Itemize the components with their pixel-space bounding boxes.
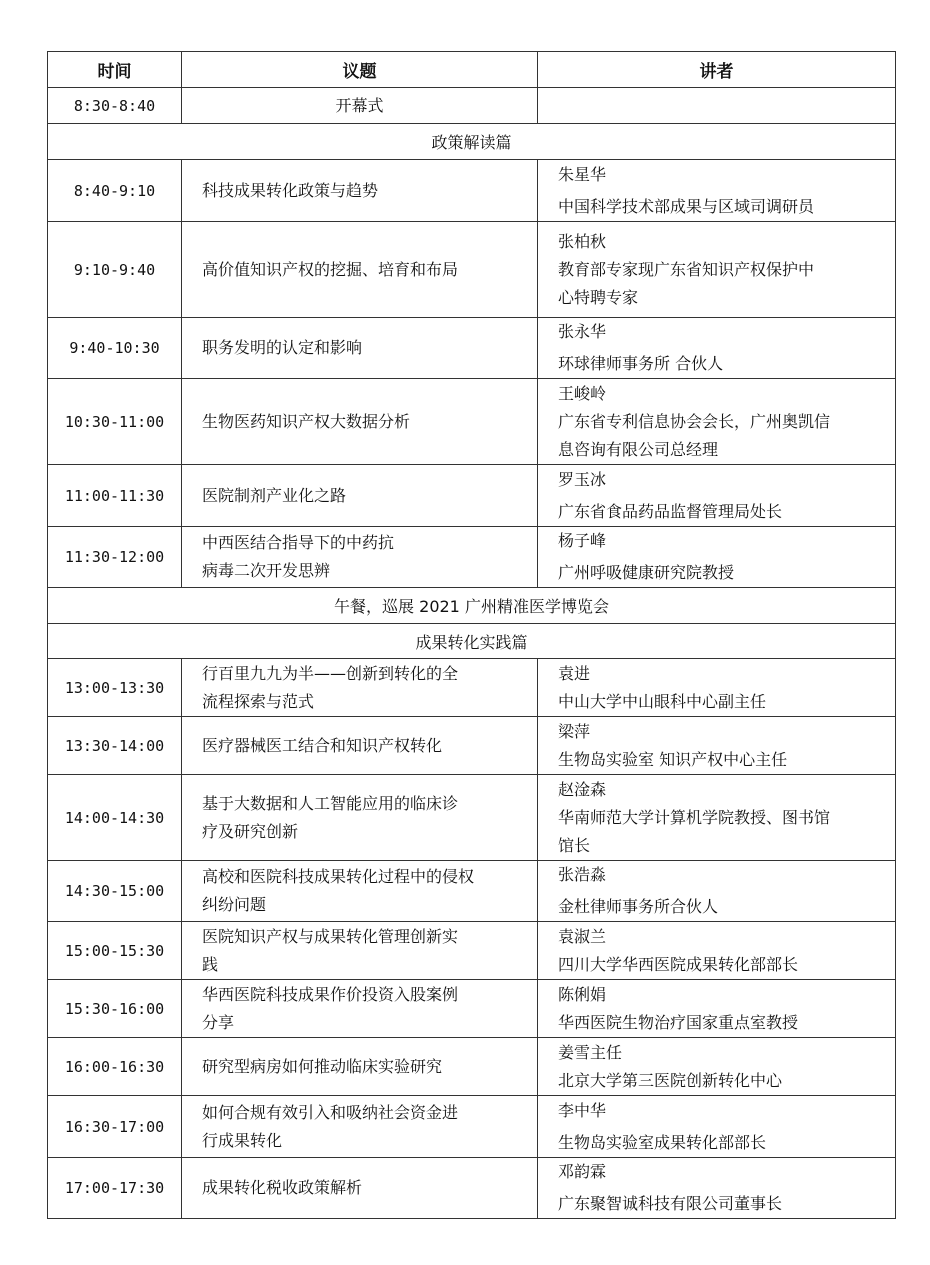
speaker-name: 袁进 — [558, 663, 591, 683]
topic-cell — [182, 465, 538, 527]
section-title: 成果转化实践篇 — [48, 624, 896, 659]
time-cell: 10:30-11:00 — [48, 379, 182, 465]
topic-line: 疗及研究创新 — [202, 821, 299, 841]
speaker-title: 广东省专利信息协会会长，广州奥凯信 — [558, 411, 831, 431]
speaker-cell — [538, 1158, 896, 1219]
topic-line: 成果转化税收政策解析 — [202, 1178, 363, 1197]
topic-cell — [182, 527, 538, 588]
speaker-title: 生物岛实验室 知识产权中心主任 — [558, 749, 788, 769]
topic-line: 病毒二次开发思辨 — [202, 561, 331, 580]
header-speaker: 讲者 — [538, 52, 896, 88]
speaker-cell — [538, 659, 896, 717]
topic-line: 医疗器械医工结合和知识产权转化 — [202, 735, 443, 755]
section-row — [48, 624, 896, 659]
topic-line: 医院知识产权与成果转化管理创新实 — [202, 926, 459, 946]
speaker-name: 杨子峰 — [558, 531, 607, 550]
topic-cell — [182, 659, 538, 717]
table-row — [48, 318, 896, 379]
topic-line: 高价值知识产权的挖掘、培育和布局 — [202, 259, 459, 279]
table-row — [48, 861, 896, 922]
speaker-name: 朱星华 — [558, 164, 607, 184]
speaker-title: 馆长 — [558, 835, 591, 855]
speaker-name: 袁淑兰 — [558, 926, 607, 946]
topic-line: 研究型病房如何推动临床实验研究 — [202, 1056, 443, 1076]
speaker-cell — [538, 318, 896, 379]
speaker-name: 梁萍 — [558, 721, 591, 741]
table-row — [48, 1096, 896, 1158]
speaker-name: 邓韵霖 — [558, 1162, 607, 1181]
speaker-name: 李中华 — [558, 1100, 607, 1120]
speaker-cell — [538, 222, 896, 318]
topic-line: 行成果转化 — [202, 1130, 283, 1150]
topic-line: 科技成果转化政策与趋势 — [202, 180, 379, 200]
topic-line: 开幕式 — [335, 95, 384, 115]
time-cell: 13:30-14:00 — [48, 717, 182, 775]
topic-line: 分享 — [202, 1012, 235, 1032]
speaker-name: 赵淦森 — [558, 779, 607, 799]
speaker-cell — [538, 1096, 896, 1158]
topic-cell — [182, 160, 538, 222]
speaker-name: 张浩淼 — [558, 865, 607, 884]
table-row — [48, 1038, 896, 1096]
speaker-title: 环球律师事务所 合伙人 — [558, 354, 724, 373]
topic-cell — [182, 861, 538, 922]
speaker-cell — [538, 861, 896, 922]
topic-cell — [182, 717, 538, 775]
speaker-name: 张柏秋 — [558, 231, 607, 251]
speaker-cell — [538, 922, 896, 980]
speaker-cell — [538, 1038, 896, 1096]
topic-cell — [182, 222, 538, 318]
section-row — [48, 588, 896, 624]
speaker-title: 息咨询有限公司总经理 — [558, 439, 719, 459]
topic-cell — [182, 980, 538, 1038]
speaker-title: 生物岛实验室成果转化部部长 — [558, 1132, 767, 1152]
topic-line: 纠纷问题 — [202, 895, 267, 914]
table-row — [48, 717, 896, 775]
topic-line: 高校和医院科技成果转化过程中的侵权 — [202, 867, 475, 886]
topic-cell — [182, 1038, 538, 1096]
topic-line: 中西医结合指导下的中药抗 — [202, 533, 395, 552]
time-cell: 15:30-16:00 — [48, 980, 182, 1038]
table-row — [48, 88, 896, 124]
speaker-name: 罗玉冰 — [558, 469, 607, 489]
section-title: 午餐，巡展 2021 广州精准医学博览会 — [48, 588, 896, 624]
speaker-title: 中山大学中山眼科中心副主任 — [558, 691, 767, 711]
speaker-cell — [538, 527, 896, 588]
table-row — [48, 527, 896, 588]
speaker-title: 北京大学第三医院创新转化中心 — [558, 1070, 783, 1090]
topic-cell — [182, 318, 538, 379]
topic-line: 华西医院科技成果作价投资入股案例 — [202, 984, 459, 1004]
speaker-cell — [538, 465, 896, 527]
speaker-name: 王峻岭 — [558, 383, 607, 403]
topic-line: 行百里九九为半——创新到转化的全 — [202, 663, 459, 683]
speaker-cell — [538, 88, 896, 124]
speaker-title: 教育部专家现广东省知识产权保护中 — [558, 259, 815, 279]
table-row — [48, 465, 896, 527]
table-row — [48, 775, 896, 861]
time-cell: 14:00-14:30 — [48, 775, 182, 861]
topic-line: 职务发明的认定和影响 — [202, 338, 363, 357]
topic-line: 流程探索与范式 — [202, 691, 315, 711]
time-cell: 11:30-12:00 — [48, 527, 182, 588]
topic-cell — [182, 1158, 538, 1219]
time-cell: 17:00-17:30 — [48, 1158, 182, 1219]
table-row — [48, 659, 896, 717]
table-row — [48, 379, 896, 465]
table-row — [48, 160, 896, 222]
speaker-cell — [538, 775, 896, 861]
topic-cell — [182, 775, 538, 861]
topic-line: 践 — [202, 954, 219, 974]
topic-line: 基于大数据和人工智能应用的临床诊 — [202, 793, 459, 813]
section-title: 政策解读篇 — [48, 124, 896, 160]
time-cell: 15:00-15:30 — [48, 922, 182, 980]
topic-cell — [182, 922, 538, 980]
time-cell: 16:00-16:30 — [48, 1038, 182, 1096]
time-cell: 9:10-9:40 — [48, 222, 182, 318]
time-cell: 11:00-11:30 — [48, 465, 182, 527]
table-row — [48, 1158, 896, 1219]
time-cell: 14:30-15:00 — [48, 861, 182, 922]
speaker-name: 姜雪主任 — [558, 1042, 623, 1062]
speaker-cell — [538, 980, 896, 1038]
section-row — [48, 124, 896, 160]
header-time: 时间 — [48, 52, 182, 88]
speaker-cell — [538, 160, 896, 222]
speaker-cell — [538, 717, 896, 775]
time-cell: 9:40-10:30 — [48, 318, 182, 379]
speaker-title: 中国科学技术部成果与区域司调研员 — [558, 196, 815, 216]
time-cell: 16:30-17:00 — [48, 1096, 182, 1158]
header-topic: 议题 — [182, 52, 538, 88]
speaker-title: 广东省食品药品监督管理局处长 — [558, 501, 783, 521]
table-row — [48, 922, 896, 980]
speaker-title: 华西医院生物治疗国家重点室教授 — [558, 1012, 799, 1032]
topic-cell — [182, 1096, 538, 1158]
topic-line: 生物医药知识产权大数据分析 — [202, 411, 411, 431]
header-row — [48, 52, 896, 88]
speaker-title: 广东聚智诚科技有限公司董事长 — [558, 1194, 783, 1213]
topic-cell — [182, 379, 538, 465]
speaker-name: 陈俐娟 — [558, 984, 607, 1004]
time-cell: 8:40-9:10 — [48, 160, 182, 222]
agenda-table — [47, 51, 896, 1219]
speaker-title: 四川大学华西医院成果转化部部长 — [558, 954, 799, 974]
table-row — [48, 222, 896, 318]
speaker-cell — [538, 379, 896, 465]
time-cell: 8:30-8:40 — [48, 88, 182, 124]
speaker-title: 华南师范大学计算机学院教授、图书馆 — [558, 807, 831, 827]
speaker-title: 心特聘专家 — [558, 287, 639, 307]
topic-line: 医院制剂产业化之路 — [202, 485, 347, 505]
speaker-title: 广州呼吸健康研究院教授 — [558, 563, 735, 582]
table-row — [48, 980, 896, 1038]
topic-line: 如何合规有效引入和吸纳社会资金进 — [202, 1102, 459, 1122]
topic-cell — [182, 88, 538, 124]
time-cell: 13:00-13:30 — [48, 659, 182, 717]
speaker-title: 金杜律师事务所合伙人 — [558, 897, 719, 916]
speaker-name: 张永华 — [558, 322, 607, 341]
